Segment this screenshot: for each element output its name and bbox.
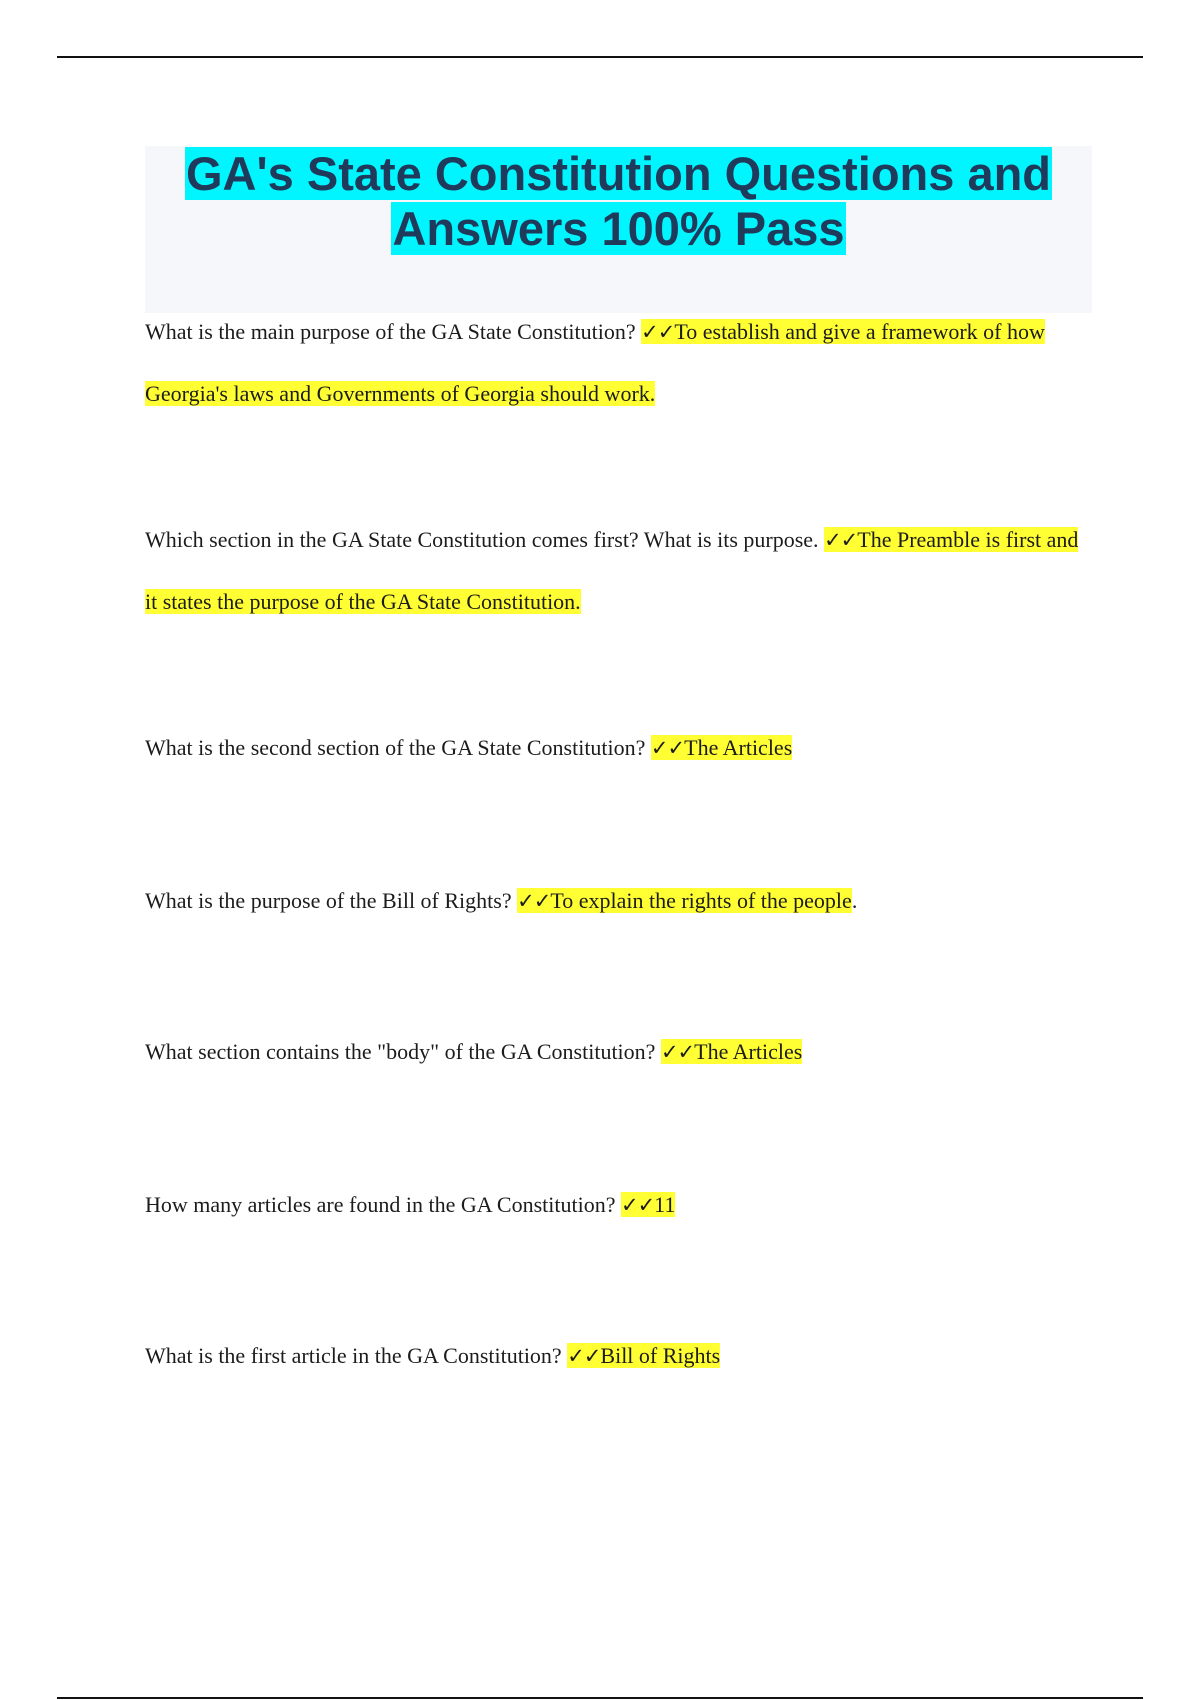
bottom-rule (57, 1697, 1143, 1699)
answer-highlight (517, 888, 852, 913)
answer-text: To establish and give a framework of how Georgia's laws and Governments of Georgia should work. (145, 319, 1045, 406)
qa-item (145, 301, 1080, 424)
answer-highlight (621, 1192, 675, 1217)
double-check-icon: ✓✓ (824, 528, 858, 552)
answer-text: To explain the rights of the people (550, 888, 852, 913)
answer-text: The Preamble is first and it states the purpose of the GA State Constitution. (145, 527, 1079, 614)
page-title (145, 146, 1092, 256)
qa-item (145, 717, 1080, 779)
double-check-icon: ✓✓ (517, 889, 551, 913)
question-text: What is the purpose of the Bill of Rights? (145, 888, 512, 913)
answer-text: The Articles (684, 735, 793, 760)
top-rule (57, 56, 1143, 58)
qa-item (145, 1325, 1080, 1387)
question-text: What is the first article in the GA Constitution? (145, 1343, 562, 1368)
answer-text: The Articles (694, 1039, 803, 1064)
qa-item (145, 1174, 1080, 1236)
question-text: How many articles are found in the GA Constitution? (145, 1192, 616, 1217)
question-text: What is the main purpose of the GA State Constitution? (145, 319, 636, 344)
answer-text: 11 (654, 1192, 676, 1217)
question-text: What is the second section of the GA State Constitution? (145, 735, 646, 760)
answer-highlight (651, 735, 792, 760)
double-check-icon: ✓✓ (650, 736, 685, 760)
answer-highlight (567, 1343, 720, 1368)
qa-item (145, 870, 1080, 932)
question-text: What section contains the "body" of the GA Constitution? (145, 1039, 656, 1064)
title-line-1: GA's State Constitution Questions and (185, 147, 1052, 200)
qa-item (145, 509, 1080, 632)
answer-highlight (661, 1039, 802, 1064)
question-text: Which section in the GA State Constitution comes first? What is its purpose. (145, 527, 819, 552)
title-line-2: Answers 100% Pass (392, 202, 845, 255)
double-check-icon: ✓✓ (567, 1344, 601, 1368)
double-check-icon: ✓✓ (641, 320, 675, 344)
answer-text: Bill of Rights (600, 1343, 721, 1368)
double-check-icon: ✓✓ (660, 1040, 695, 1064)
answer-trailing: . (851, 888, 858, 913)
qa-item (145, 1021, 1080, 1083)
double-check-icon: ✓✓ (620, 1193, 655, 1217)
